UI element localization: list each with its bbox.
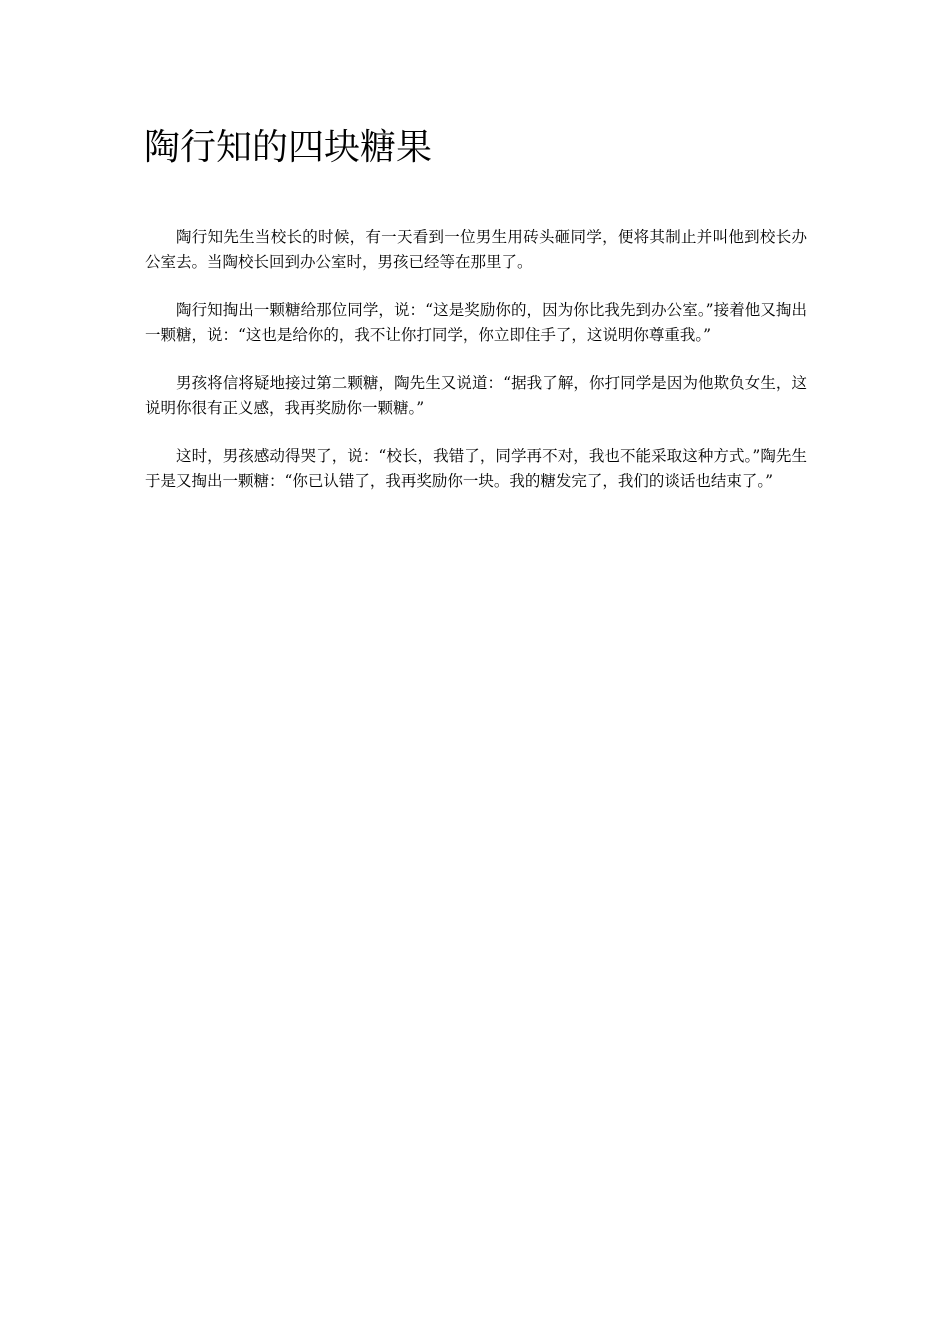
paragraph-4: 这时，男孩感动得哭了，说：“校长，我错了，同学再不对，我也不能采取这种方式。”陶先生于是又掏出一颗糖：“你已认错了，我再奖励你一块。我的糖发完了，我们的谈话也结束了。”: [145, 447, 807, 490]
document-title: 陶行知的四块糖果: [144, 127, 433, 168]
paragraph-1: 陶行知先生当校长的时候，有一天看到一位男生用砖头砸同学，便将其制止并叫他到校长办公室去。当陶校长回到办公室时，男孩已经等在那里了。: [145, 228, 807, 271]
document-body: [145, 225, 807, 517]
paragraph-3: 男孩将信将疑地接过第二颗糖，陶先生又说道：“据我了解，你打同学是因为他欺负女生，这说明你很有正义感，我再奖励你一颗糖。”: [145, 374, 807, 417]
paragraph-2: 陶行知掏出一颗糖给那位同学，说：“这是奖励你的，因为你比我先到办公室。”接着他又掏出一颗糖，说：“这也是给你的，我不让你打同学，你立即住手了，这说明你尊重我。”: [145, 301, 807, 344]
